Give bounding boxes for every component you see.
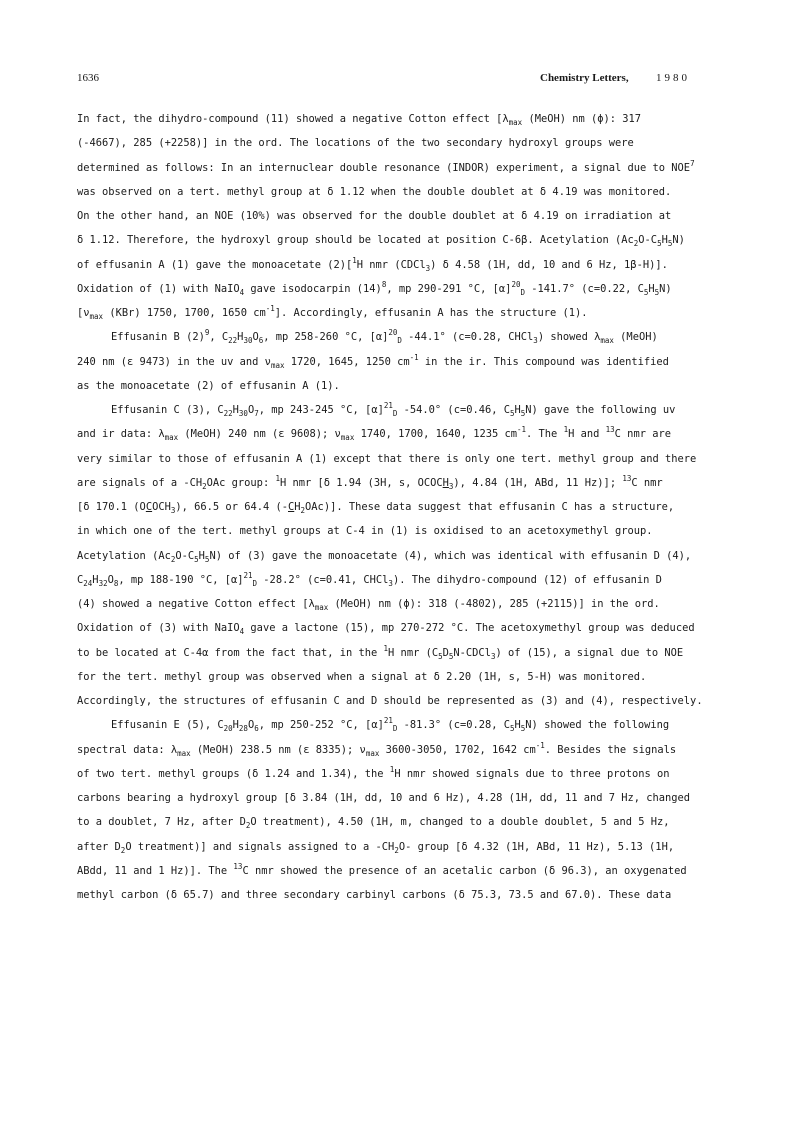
journal-year: 1980 (656, 72, 690, 84)
text-line: [δ 170.1 $(OCOCH_3)$, 66.5 or 64.4 $(-CH_2OAc)$]. These data suggest that effusanin C has a structure, (77, 501, 675, 515)
text-line: 240 nm (ε 9473) in the uv and $\nu_{max}$ 1720, 1645, 1250 $cm^{-1}$ in the ir. This compound was identified (77, 352, 669, 370)
text-line: as the monoacetate (2) of effusanin A (1). (77, 379, 340, 392)
text-line: (-4667), 285 (+2258)] in the ord. The locations of the two secondary hydroxyl groups were (77, 137, 634, 150)
text-line: Accordingly, the structures of effusanin C and D should be represented as (3) and (4), respectively. (77, 695, 703, 707)
page-number: 1636 (77, 72, 99, 84)
text-line: and ir data: $\lambda_{max}$ (MeOH) 240 nm (ε 9608); $\nu_{max}$ 1740, 1700, 1640, 1235 $cm^{-1}$. The $^1$H and $^{13}$C nmr are (77, 425, 671, 443)
text-line: Effusanin E (5), $C_{20}H_{28}O_6$, mp 250-252 °C, $[\alpha]^{21}_D$ -81.3° (c=0.28, $C_5H_5N$) showed the following (111, 716, 670, 734)
text-line: was observed on a tert. methyl group at δ 1.12 when the double doublet at δ 4.19 was monitored. (77, 185, 672, 198)
text-line: of effusanin A (1) gave the monoacetate (2)[$^1$H nmr (CDCl$_3$) δ 4.58 (1H, dd, 10 and 6 Hz, 1β-H)]. (77, 255, 668, 273)
text-line: Oxidation of (3) with NaIO$_4$ gave a lactone (15), mp 270-272 °C. The acetoxymethyl group was deduced (77, 622, 695, 637)
text-line: methyl carbon (δ 65.7) and three secondary carbinyl carbons (δ 75.3, 73.5 and 67.0). These data (77, 889, 672, 901)
page-header (0, 72, 793, 88)
text-line: for the tert. methyl group was observed when a signal at δ 2.20 (1H, s, 5-H) was monitored. (77, 670, 647, 683)
text-line: Acetylation $(Ac_2O-C_5H_5N)$ of (3) gave the monoacetate (4), which was identical with effusanin D (4), (77, 549, 692, 564)
text-line: (4) showed a negative Cotton effect [$\lambda_{max}$ (MeOH) nm (ϕ): 318 (-4802), 285 (+2115)] in the ord. (77, 598, 660, 612)
text-line: are signals of a $-CH_2OAc$ group: $^1$H nmr [δ 1.94 (3H, s, $OCOCH_3$), 4.84 (1H, ABd, 11 Hz)]; $^{13}$C nmr (77, 473, 663, 491)
text-line: Effusanin B $(2)^9$, $C_{22}H_{30}O_6$, mp 258-260 °C, $[\alpha]^{20}_D$ -44.1° (c=0.28, CHCl$_3$) showed $\lambda_{max}$ (MeOH) (111, 328, 658, 346)
text-line: spectral data: $\lambda_{max}$ (MeOH) 238.5 nm (ε 8335); $\nu_{max}$ 3600-3050, 1702, 1642 $cm^{-1}$. Besides the signals (77, 740, 677, 758)
text-line: On the other hand, an NOE (10%) was observed for the double doublet at δ 4.19 on irradiation at (77, 210, 672, 222)
text-line: in which one of the tert. methyl groups at C-4 in (1) is oxidised to an acetoxymethyl group. (77, 525, 653, 538)
text-line: In fact, the dihydro-compound (11) showed a negative Cotton effect [$\lambda_{max}$ (MeOH) nm (ϕ): 317 (77, 113, 642, 127)
text-line: Effusanin C (3), $C_{22}H_{30}O_7$, mp 243-245 °C, $[\alpha]^{21}_D$ -54.0° (c=0.46, $C_5H_5N$) gave the following uv (111, 401, 676, 418)
text-line: δ 1.12. Therefore, the hydroxyl group should be located at position C-6β. Acetylation $(Ac_2O-C_5H_5N)$ (77, 234, 685, 249)
text-line: carbons bearing a hydroxyl group [δ 3.84 (1H, dd, 10 and 6 Hz), 4.28 (1H, dd, 11 and 7 Hz, changed (77, 792, 691, 804)
text-line: very similar to those of effusanin A (1) except that there is only one tert. methyl group and there (77, 452, 697, 465)
text-line: of two tert. methyl groups (δ 1.24 and 1.34), the $^1$H nmr showed signals due to three protons on (77, 764, 670, 780)
body-text (77, 107, 757, 907)
text-line: Oxidation of (1) with NaIO$_4$ gave isodocarpin $(14)^8$, mp 290-291 °C, $[\alpha]^{20}_D$ -141.7° (c=0.22, $C_5H_5N$) (77, 279, 672, 297)
text-line: $C_{24}H_{32}O_8$, mp 188-190 °C, $[\alpha]^{21}_D$ -28.2° (c=0.41, CHCl$_3$). The dihydro-compound (12) of effusanin D (77, 570, 662, 588)
text-line: determined as follows: In an internuclear double resonance (INDOR) experiment, a signal due to NOE$^7$ (77, 158, 695, 174)
text-line: ABdd, 11 and 1 Hz)]. The $^{13}$C nmr showed the presence of an acetalic carbon (δ 96.3), an oxygenated (77, 861, 687, 877)
text-line: after $D_2O$ treatment)] and signals assigned to a $-CH_2O-$ group [δ 4.32 (1H, ABd, 11 Hz), 5.13 (1H, (77, 840, 675, 855)
text-line: [$\nu_{max}$ (KBr) 1750, 1700, 1650 $cm^{-1}$]. Accordingly, effusanin A has the structure (1). (77, 304, 588, 321)
text-line: to be located at C-4α from the fact that, in the $^1$H nmr $(C_5D_5N-CDCl_3)$ of (15), a signal due to NOE (77, 643, 684, 661)
journal-name: Chemistry Letters, (540, 72, 629, 84)
text-line: to a doublet, 7 Hz, after $D_2O$ treatment), 4.50 (1H, m, changed to a double doublet, 5 and 5 Hz, (77, 816, 670, 831)
